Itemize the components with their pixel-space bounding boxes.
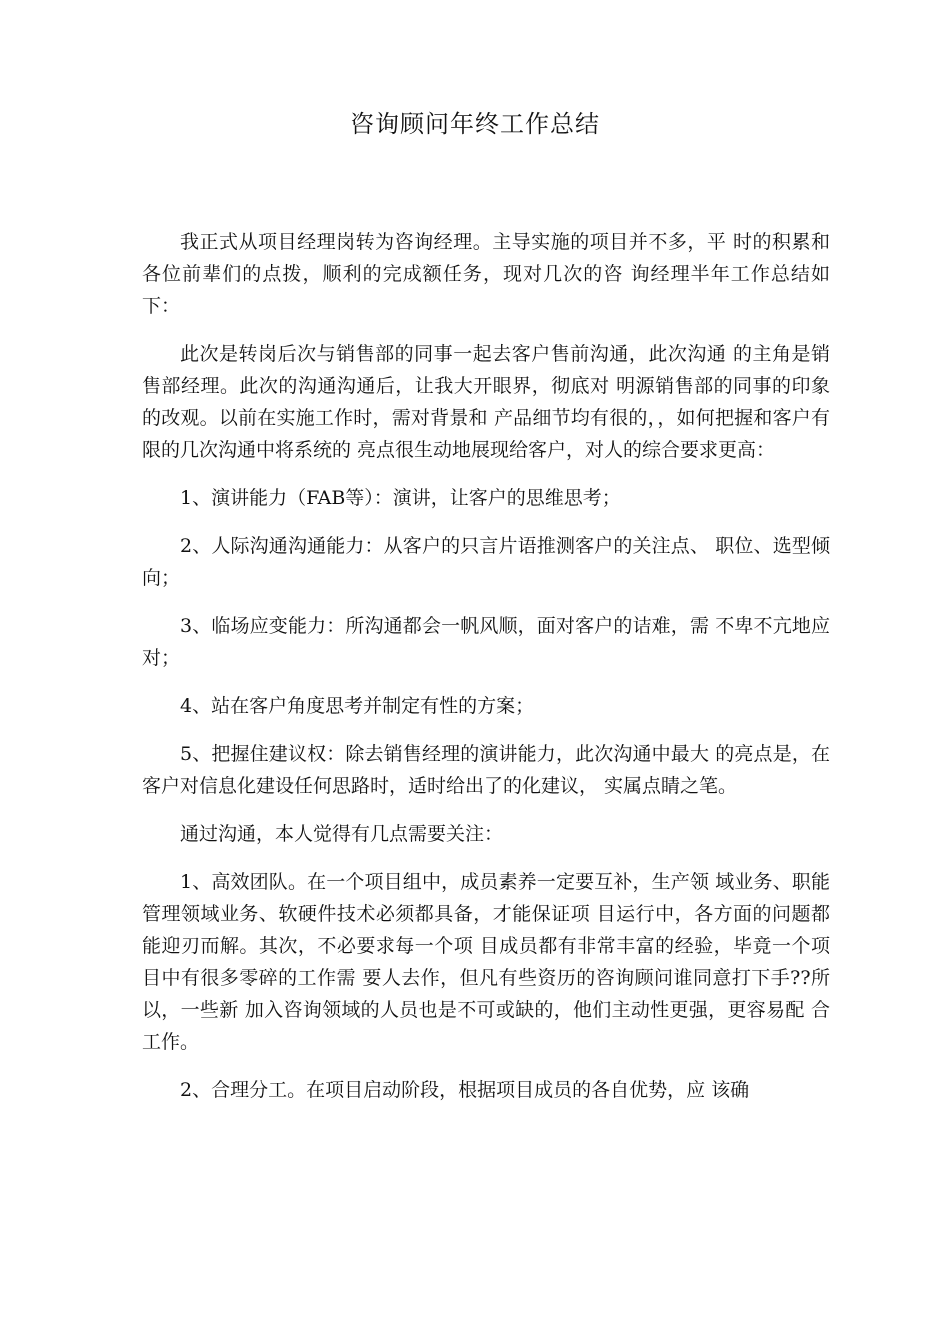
paragraph-first-communication: 此次是转岗后次与销售部的同事一起去客户售前沟通，此次沟通 的主角是销售部经理。此次的沟通沟通后，让我大开眼界，彻底对 明源销售部的同事的印象的改观。以前在实施工作时，需对背景和 产品细节均有很的，，如何把握和客户有限的几次沟通中将系统的 亮点很生动地展现给客户，对人的综合要求更高： xyxy=(142,343,830,461)
paragraph-key-points-heading: 通过沟通，本人觉得有几点需要关注： xyxy=(180,823,504,845)
list-item-advisory-right: 5、把握住建议权：除去销售经理的演讲能力，此次沟通中最大 的亮点是，在客户对信息化建设任何思路时，适时给出了的化建议， 实属点睛之笔。 xyxy=(142,743,830,797)
list-item-customer-perspective: 4、站在客户角度思考并制定有性的方案； xyxy=(180,695,535,717)
list-item-adaptability: 3、临场应变能力：所沟通都会一帆风顺，面对客户的诘难，需 不卑不亢地应对； xyxy=(142,615,830,669)
list-item-speech-ability: 1、演讲能力（FAB等）：演讲，让客户的思维思考； xyxy=(180,487,621,509)
document-body xyxy=(142,226,830,1122)
list-item-interpersonal-ability: 2、人际沟通沟通能力：从客户的只言片语推测客户的关注点、 职位、选型倾向； xyxy=(142,535,830,589)
paragraph-intro: 我正式从项目经理岗转为咨询经理。主导实施的项目并不多，平 时的积累和各位前辈们的点拨，顺利的完成额任务，现对几次的咨 询经理半年工作总结如下： xyxy=(142,231,830,317)
list-item-efficient-team: 1、高效团队。在一个项目组中，成员素养一定要互补，生产领 域业务、职能管理领域业务、软硬件技术必须都具备，才能保证项 目运行中，各方面的问题都能迎刃而解。其次，不必要求每一个项 目成员都有非常丰富的经验，毕竟一个项目中有很多零碎的工作需 要人去作，但凡有些资历的咨询顾问谁同意打下手??所以，一些新 加入咨询领域的人员也是不可或缺的，他们主动性更强，更容易配 合工作。 xyxy=(142,871,830,1053)
document-title: 咨询顾问年终工作总结 xyxy=(350,110,600,138)
list-item-division-of-labor: 2、合理分工。在项目启动阶段，根据项目成员的各自优势，应 该确 xyxy=(180,1079,750,1101)
